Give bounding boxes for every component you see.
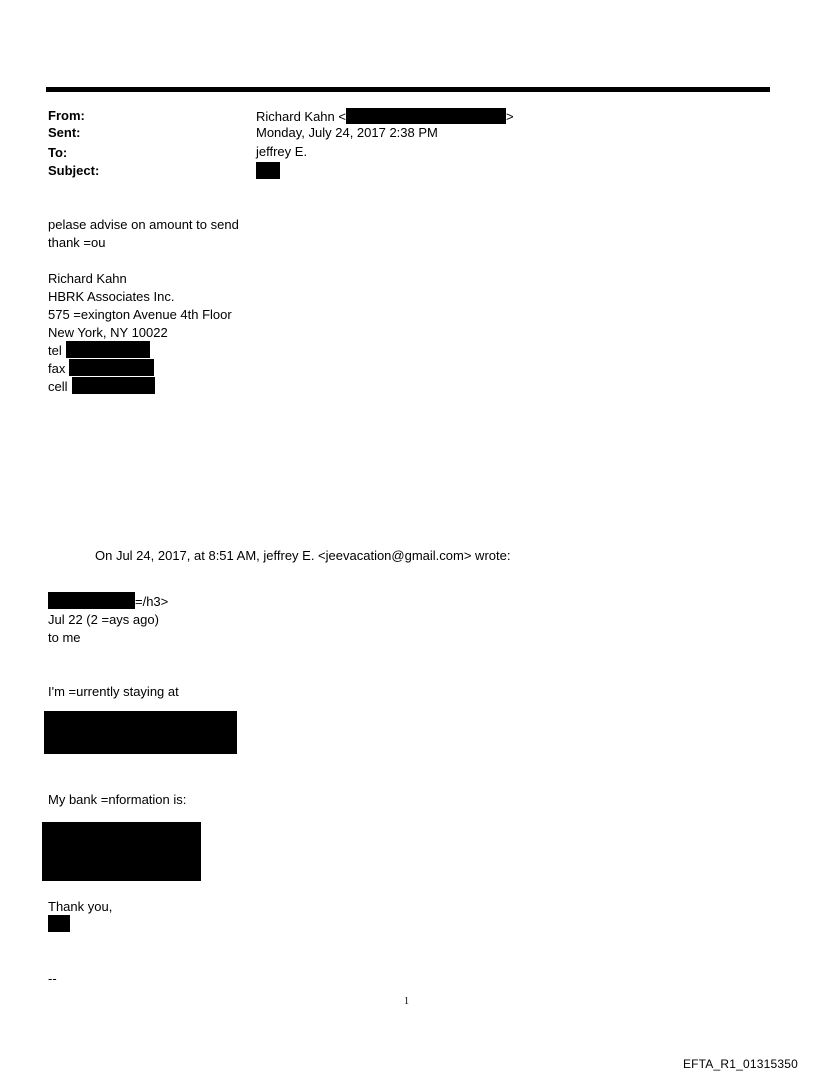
redacted-signoff-name xyxy=(48,915,70,932)
redacted-subject xyxy=(256,162,280,179)
redacted-tel xyxy=(66,341,150,358)
signature-tel xyxy=(48,342,62,359)
fax-label: fax xyxy=(48,361,66,376)
signature-address-1: 575 =exington Avenue 4th Floor xyxy=(48,307,232,322)
tel-label: tel xyxy=(48,343,62,358)
to-value: jeffrey E. xyxy=(256,144,308,159)
redacted-bank-block xyxy=(42,822,201,881)
from-value xyxy=(256,108,514,125)
signature-fax xyxy=(48,360,65,377)
quote-dashes: -- xyxy=(48,971,57,986)
quote-date-line: Jul 22 (2 =ays ago) xyxy=(48,612,159,627)
redacted-sender-name xyxy=(48,592,135,609)
signature-address-2: New York, NY 10022 xyxy=(48,325,168,340)
page-number: 1 xyxy=(404,996,409,1007)
from-label: From: xyxy=(48,108,85,123)
sent-label: Sent: xyxy=(48,125,81,140)
subject-label: Subject: xyxy=(48,163,100,178)
from-name: Richard Kahn < xyxy=(256,109,346,124)
quote-attribution: On Jul 24, 2017, at 8:51 AM, jeffrey E. <jeevacation@gmail.com> wrote: xyxy=(95,548,511,563)
redacted-address-block xyxy=(44,711,237,754)
from-close: > xyxy=(505,109,514,124)
quote-to-me: to me xyxy=(48,630,81,645)
message-line-1: pelase advise on amount to send xyxy=(48,217,239,232)
message-line-2: thank =ou xyxy=(48,235,106,250)
h3-fragment: =/h3> xyxy=(135,594,169,609)
quote-staying: I'm =urrently staying at xyxy=(48,684,179,699)
redacted-fax xyxy=(69,359,154,376)
sent-value: Monday, July 24, 2017 2:38 PM xyxy=(256,125,438,140)
signature-name: Richard Kahn xyxy=(48,271,127,286)
quote-thanks: Thank you, xyxy=(48,899,113,914)
to-label: To: xyxy=(48,145,68,160)
quote-bank: My bank =nformation is: xyxy=(48,792,187,807)
header-rule xyxy=(46,87,770,92)
redacted-email xyxy=(346,108,506,124)
signature-cell xyxy=(48,378,68,395)
signature-company: HBRK Associates Inc. xyxy=(48,289,175,304)
redacted-cell xyxy=(72,377,155,394)
cell-label: cell xyxy=(48,379,68,394)
bates-number: EFTA_R1_01315350 xyxy=(682,1057,798,1071)
